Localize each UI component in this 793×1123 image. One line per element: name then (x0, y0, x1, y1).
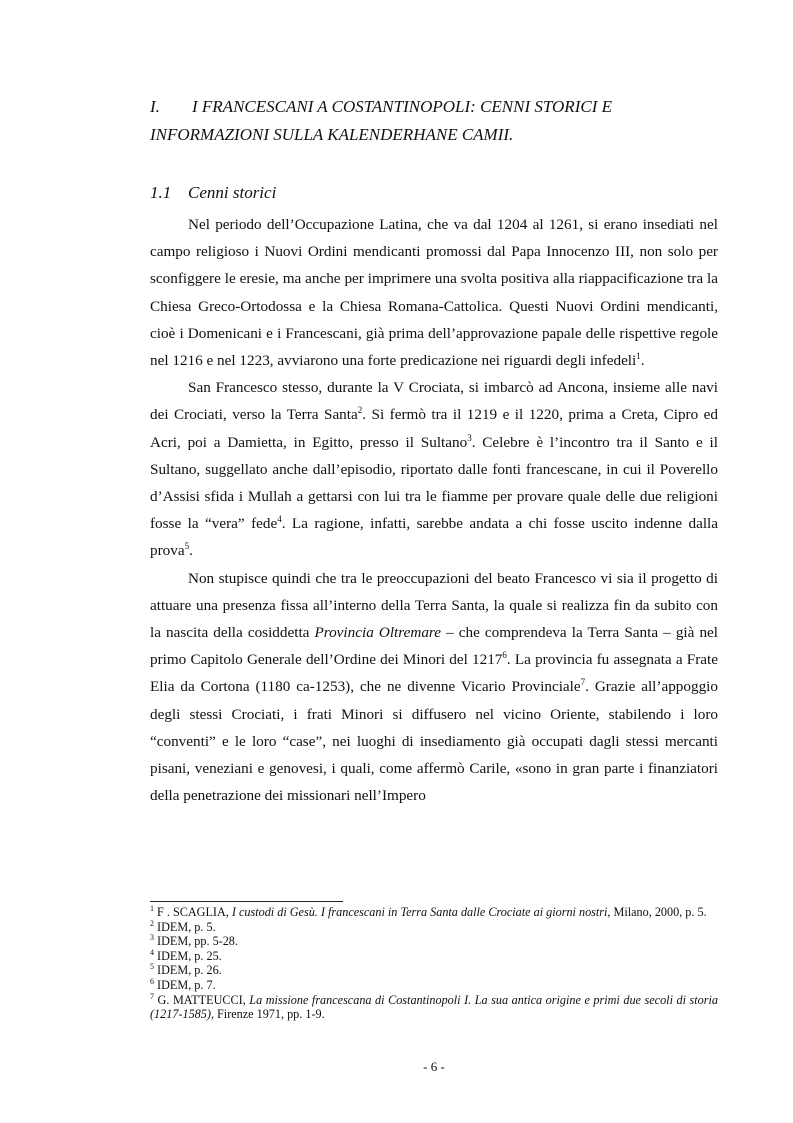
text-run: G. MATTEUCCI, (154, 992, 250, 1007)
italic-title: I custodi di Gesù. I francescani in Terra Santa dalle Crociate ai giorni nostri, (231, 905, 611, 919)
text-run: . (189, 542, 193, 560)
chapter-heading (150, 93, 718, 149)
italic-term: Provincia Oltremare (314, 624, 442, 642)
section-number: 1.1 (150, 183, 172, 202)
text-run: San Francesco stesso, durante la V Crociata, si imbarcò ad Ancona, insieme alle navi dei Crociati, verso la Terra Santa (150, 379, 718, 424)
text-run: . (640, 352, 645, 370)
footnote-ref: 3 (467, 432, 472, 443)
italic-title: La missione francescana di Costantinopoli I. La sua antica origine e primi due secoli di storia (1217-1585) (150, 992, 718, 1022)
chapter-number: I. (150, 97, 160, 116)
text-run: . La ragione, infatti, sarebbe andata a chi fosse uscito indenne dalla prova (150, 515, 718, 560)
text-run: – che comprendeva la Terra Santa – già nel primo Capitolo Generale dell’Ordine dei Minori del 1217 (150, 624, 718, 669)
paragraph-1 (150, 211, 718, 374)
text-run: F . SCAGLIA, (154, 905, 232, 919)
footnote-ref: 2 (357, 405, 363, 416)
text-run: Nel periodo dell’Occupazione Latina, che va dal 1204 al 1261, si erano insediati nel campo religioso i Nuovi Ordini mendicanti promossi dal Papa Innocenzo III, non solo per sconfiggere le eresie, ma anche per imprimere una svolta positiva alla riappacificazione tra la Chiesa Greco-Ortodossa e la Chiesa Romana-Cattolica. Questi Nuovi Ordini mendicanti, cioè i Domenicani e i Francescani, già prima dell’approvazione papale delle rispettive regole nel 1216 e nel 1223, avviarono una forte predicazione nei riguardi degli infedeli (150, 216, 718, 370)
chapter-heading-line1 (150, 93, 718, 121)
footnote-1 (150, 905, 718, 920)
footnote-number: 4 (150, 947, 154, 957)
footnote-4 (150, 949, 718, 964)
footnote-ref: 7 (580, 677, 586, 688)
footnote-number: 7 (150, 991, 154, 1001)
footnote-divider (150, 901, 343, 902)
text-run: IDEM, p. 26. (154, 963, 222, 978)
footnote-ref: 6 (502, 650, 507, 661)
footnote-number: 2 (150, 918, 154, 928)
text-run: IDEM, p. 5. (154, 919, 216, 934)
paragraph-3 (150, 565, 718, 810)
text-run: . Grazie all’appoggio degli stessi Crociati, i frati Minori si diffusero nel vicino Oriente, stabilendo i loro “conventi” e le loro “case”, nei luoghi di insediamento già occupati dagli stessi mercanti pisani, veneziani e genovesi, i quali, come affermò Carile, «sono in gran parte i finanziatori della penetrazione dei missionari nell’Impero (150, 678, 718, 805)
page-number: - 6 - (423, 1059, 445, 1074)
footnote-6 (150, 978, 718, 993)
footnote-number: 5 (150, 962, 154, 972)
footnote-number: 1 (150, 903, 154, 913)
footnote-2 (150, 920, 718, 935)
text-run: Non stupisce quindi che tra le preoccupazioni del beato Francesco vi sia il progetto di attuare una presenza fissa all’interno della Terra Santa, la quale si realizza fin da subito con la nascita della cosiddetta (150, 569, 718, 642)
footnote-5 (150, 963, 718, 978)
footnote-ref: 5 (184, 541, 190, 552)
text-run: IDEM, pp. 5-28. (154, 934, 238, 949)
body-text (150, 211, 718, 809)
section-heading (150, 181, 276, 205)
document-page (150, 0, 718, 1123)
footnote-ref: 1 (636, 350, 641, 361)
text-run: . Celebre è l’incontro tra il Santo e il Sultano, suggellato anche dall’episodio, riportato dalle fonti francescane, in cui il Poverello d’Assisi sfida i Mullah a gettarsi con lui tra le fiamme per provare quale delle due religioni fosse la “vera” fede (150, 433, 719, 533)
text-run: . Si fermò tra il 1219 e il 1220, prima a Creta, Cipro ed Acri, poi a Damietta, in Egitto, presso il Sultano (150, 406, 718, 451)
chapter-title-line2: INFORMAZIONI SULLA KALENDERHANE CAMII. (150, 125, 514, 144)
text-run: . La provincia fu assegnata a Frate Elia da Cortona (1180 ca-1253), che ne divenne Vicario Provinciale (150, 651, 718, 696)
text-run: , Firenze 1971, pp. 1-9. (210, 1007, 325, 1022)
text-run: IDEM, p. 7. (154, 977, 216, 992)
footnote-number: 3 (150, 933, 154, 943)
footnotes (150, 905, 718, 1022)
section-title: Cenni storici (188, 183, 277, 202)
footnote-3 (150, 934, 718, 949)
footnote-ref: 4 (277, 514, 282, 525)
footnote-7 (150, 993, 718, 1022)
text-run: Milano, 2000, p. 5. (610, 905, 707, 919)
chapter-title-line1: I FRANCESCANI A COSTANTINOPOLI: CENNI STORICI E (192, 97, 612, 116)
text-run: IDEM, p. 25. (154, 948, 222, 963)
paragraph-2 (150, 374, 718, 564)
footnote-number: 6 (150, 976, 154, 986)
